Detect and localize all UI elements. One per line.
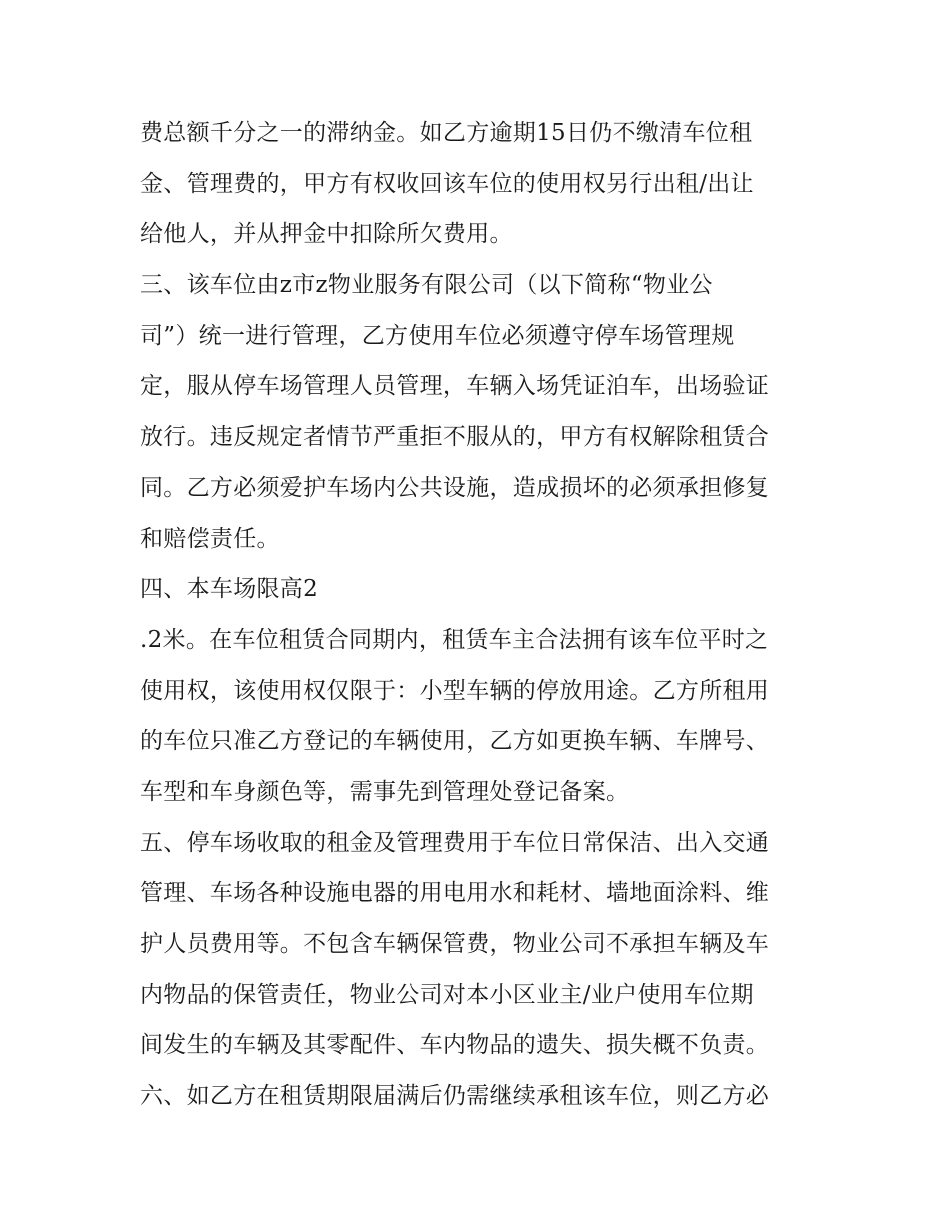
text-line: 同。乙方必须爱护车场内公共设施，造成损坏的必须承担修复 (140, 474, 770, 501)
text-line: 车型和车身颜色等，需事先到管理处登记备案。 (140, 778, 630, 805)
text-line: 四、本车场限高2 (140, 576, 319, 603)
text-line: 间发生的车辆及其零配件、车内物品的遗失、损失概不负责。 (140, 1032, 770, 1059)
text-line: 放行。违反规定者情节严重拒不服从的，甲方有权解除租赁合 (140, 424, 770, 451)
text-line: 费总额千分之一的滞纳金。如乙方逾期15日仍不缴清车位租 (140, 120, 753, 146)
text-line: 五、停车场收取的租金及管理费用于车位日常保洁、出入交通 (140, 829, 770, 856)
text-line: 三、该车位由z市z物业服务有限公司（以下简称“物业公 (140, 272, 713, 299)
text-line: 给他人，并从押金中扣除所欠费用。 (140, 221, 513, 248)
text-line: 的车位只准乙方登记的车辆使用，乙方如更换车辆、车牌号、 (140, 728, 770, 755)
text-line: 内物品的保管责任，物业公司对本小区业主/业户使用车位期 (140, 981, 754, 1008)
text-line: 使用权，该使用权仅限于：小型车辆的停放用途。乙方所租用 (140, 677, 770, 704)
text-line: 金、管理费的，甲方有权收回该车位的使用权另行出租/出让 (140, 170, 754, 197)
text-line: .2米。在车位租赁合同期内，租赁车主合法拥有该车位平时之 (140, 626, 769, 653)
text-line: 管理、车场各种设施电器的用电用水和耗材、墙地面涂料、维 (140, 880, 770, 907)
text-line: 和赔偿责任。 (140, 525, 280, 552)
text-line: 定，服从停车场管理人员管理，车辆入场凭证泊车，出场验证 (140, 373, 770, 400)
text-line: 六、如乙方在租赁期限届满后仍需继续承租该车位，则乙方必 (140, 1083, 770, 1110)
text-line: 护人员费用等。不包含车辆保管费，物业公司不承担车辆及车 (140, 931, 770, 957)
text-line: 司”）统一进行管理，乙方使用车位必须遵守停车场管理规 (140, 322, 735, 349)
contract-text-body (140, 108, 820, 1122)
